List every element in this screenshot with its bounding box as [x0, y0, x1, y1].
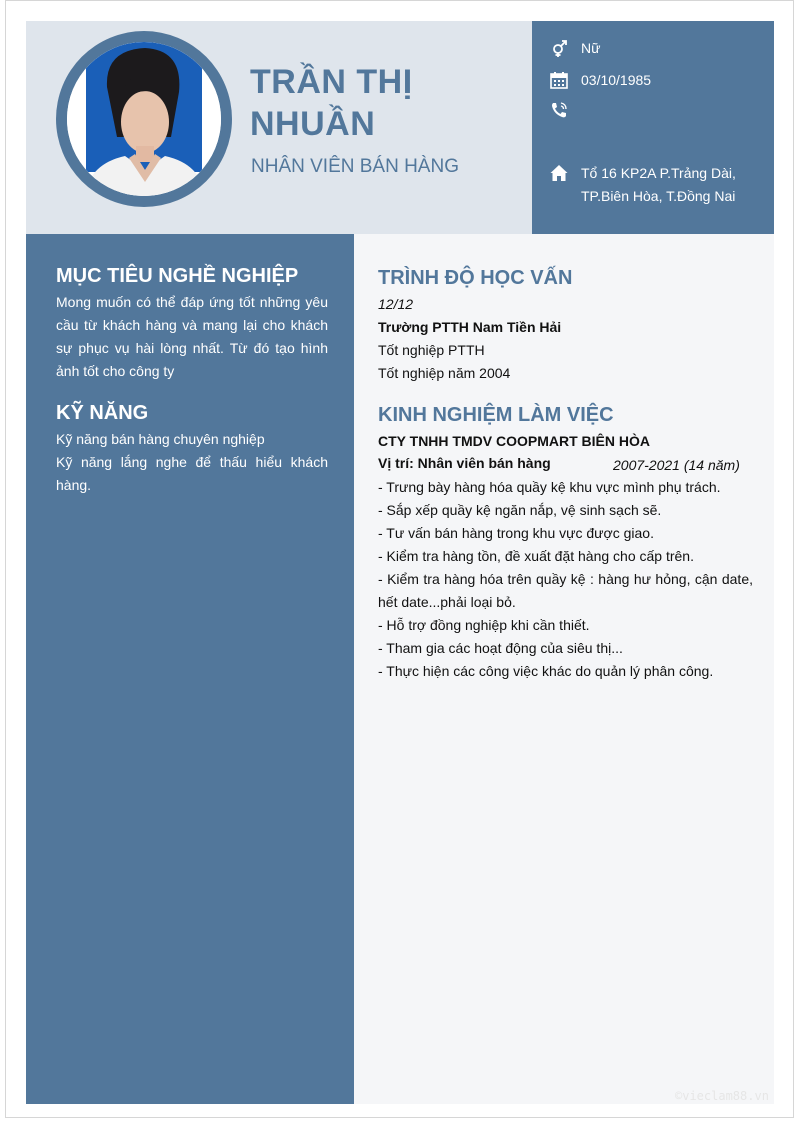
home-icon — [550, 164, 568, 182]
skill-item: Kỹ năng lắng nghe để thấu hiểu khách hàng. — [56, 454, 328, 493]
experience-company: CTY TNHH TMDV COOPMART BIÊN HÒA — [378, 433, 650, 449]
birthdate-value: 03/10/1985 — [581, 72, 652, 88]
experience-heading: KINH NGHIỆM LÀM VIỆC — [378, 404, 614, 426]
duty-item: - Sắp xếp quầy kệ ngăn nắp, vệ sinh sạch sẽ. — [378, 502, 662, 518]
experience-duties — [378, 476, 753, 683]
gender-icon — [550, 39, 568, 57]
objective-text: Mong muốn có thể đáp ứng tốt những yêu cầu từ khách hàng và mang lại cho khách sự phục vụ hài lòng nhất. Từ đó tạo hình ảnh tốt cho công ty — [56, 294, 328, 379]
address-line2: TP.Biên Hòa, T.Đồng Nai — [581, 188, 736, 204]
phone-icon — [550, 101, 568, 119]
address-line1: Tổ 16 KP2A P.Trảng Dài, — [581, 165, 736, 181]
candidate-name-line1: TRẦN THỊ — [250, 63, 413, 101]
duty-item: - Tham gia các hoạt động của siêu thị... — [378, 640, 623, 656]
sidebar — [26, 234, 354, 1104]
objective-heading: MỤC TIÊU NGHỀ NGHIỆP — [56, 265, 299, 287]
duty-item: - Tư vấn bán hàng trong khu vực được giao. — [378, 525, 654, 541]
duty-item: - Kiểm tra hàng hóa trên quầy kệ : hàng hư hỏng, cận date, hết date...phải loại bỏ. — [378, 571, 753, 610]
gender-value: Nữ — [581, 40, 601, 56]
avatar-photo — [67, 42, 221, 196]
watermark: ©vieclam88.vn — [675, 1089, 769, 1103]
skills-list — [56, 428, 328, 497]
education-heading: TRÌNH ĐỘ HỌC VẤN — [378, 267, 573, 289]
avatar-photo-frame — [67, 42, 221, 196]
job-title: NHÂN VIÊN BÁN HÀNG — [251, 156, 459, 177]
candidate-name-line2: NHUẦN — [250, 105, 376, 143]
candidate-name — [250, 61, 520, 145]
duty-item: - Hỗ trợ đồng nghiệp khi cần thiết. — [378, 617, 590, 633]
experience-position: Vị trí: Nhân viên bán hàng — [378, 455, 551, 471]
education-degree: Tốt nghiệp PTTH — [378, 342, 485, 358]
main-content — [354, 234, 774, 1104]
duty-item: - Trưng bày hàng hóa quầy kệ khu vực mình phụ trách. — [378, 479, 721, 495]
duty-item: - Kiểm tra hàng tồn, đề xuất đặt hàng cho cấp trên. — [378, 548, 694, 564]
experience-period: 2007-2021 (14 năm) — [613, 457, 740, 473]
duty-item: - Thực hiện các công việc khác do quản lý phân công. — [378, 663, 714, 679]
avatar — [56, 31, 232, 207]
education-school: Trường PTTH Nam Tiền Hải — [378, 319, 562, 335]
skill-item: Kỹ năng bán hàng chuyên nghiệp — [56, 431, 265, 447]
contact-panel — [532, 21, 774, 234]
education-grade: 12/12 — [378, 296, 414, 312]
skills-heading: KỸ NĂNG — [56, 402, 149, 424]
education-year: Tốt nghiệp năm 2004 — [378, 365, 511, 381]
calendar-icon — [550, 71, 568, 89]
